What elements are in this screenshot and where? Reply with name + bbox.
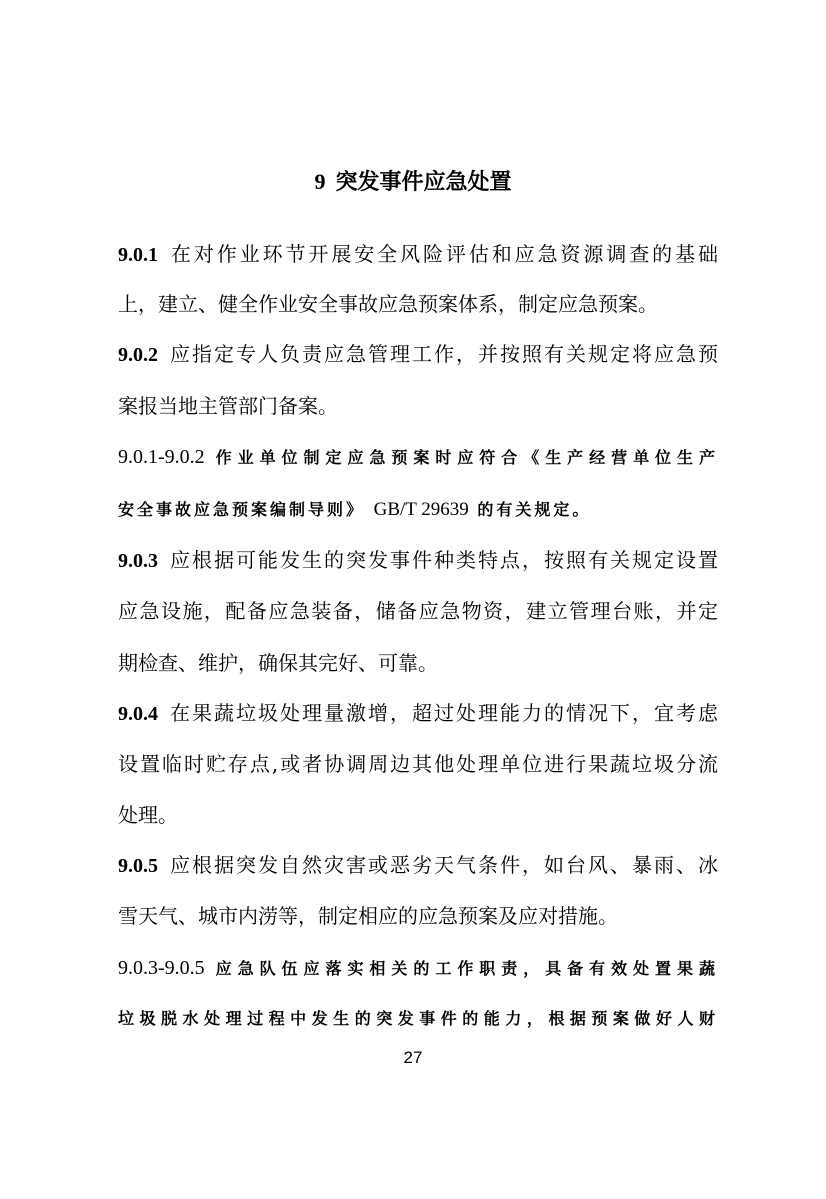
clause-text: 在对作业环节开展安全风险评估和应急资源调查的基础	[168, 242, 718, 266]
explanation-9-0-3-9-0-5-line-2: 垃圾脱水处理过程中发生的突发事件的能力，根据预案做好人财	[118, 1009, 718, 1028]
section-number: 9	[314, 169, 326, 194]
explanation-text: 作业单位制定应急预案时应符合《生产经营单位生产	[212, 448, 718, 467]
explanation-9-0-1-9-0-2-line-2	[118, 494, 718, 524]
explanation-text-part-1: 安全事故应急预案编制导则》	[118, 500, 366, 519]
clause-text: 应指定专人负责应急管理工作，并按照有关规定将应急预	[168, 342, 718, 366]
clause-9-0-5-line-2: 雪天气、城市内涝等，制定相应的应急预案及应对措施。	[118, 904, 618, 928]
clause-number: 9.0.3	[118, 550, 158, 572]
explanation-9-0-3-9-0-5-line-1	[118, 953, 718, 983]
explanation-text	[118, 500, 591, 519]
section-title: 突发事件应急处置	[335, 170, 512, 195]
clause-9-0-1-line-2: 上，建立、健全作业安全事故应急预案体系，制定应急预案。	[118, 292, 658, 316]
standard-code: GB/T 29639	[373, 499, 469, 520]
clause-9-0-3-line-3: 期检查、维护，确保其完好、可靠。	[118, 651, 438, 675]
clause-text: 应根据可能发生的突发事件种类特点，按照有关规定设置	[168, 548, 718, 572]
clause-number: 9.0.1	[118, 244, 158, 266]
clause-9-0-5-line-1	[118, 851, 718, 880]
clause-9-0-2-line-2: 案报当地主管部门备案。	[118, 394, 338, 418]
clause-number: 9.0.2	[118, 344, 158, 366]
clause-9-0-3-line-2: 应急设施，配备应急装备，储备应急物资，建立管理台账，并定	[118, 599, 718, 623]
clause-text: 在果蔬垃圾处理量激增，超过处理能力的情况下，宜考虑	[168, 701, 718, 725]
explanation-text: 应急队伍应落实相关的工作职责，具备有效处置果蔬	[212, 959, 718, 978]
section-heading	[0, 166, 826, 199]
explanation-text-part-2: 的有关规定。	[477, 500, 592, 519]
clause-9-0-4-line-1	[118, 699, 718, 728]
clause-9-0-4-line-3: 处理。	[118, 803, 178, 827]
explanation-clause-range: 9.0.1-9.0.2	[118, 446, 205, 468]
clause-9-0-1-line-1	[118, 240, 718, 269]
explanation-9-0-1-9-0-2-line-1	[118, 442, 718, 472]
clause-9-0-4-line-2: 设置临时贮存点,或者协调周边其他处理单位进行果蔬垃圾分流	[118, 752, 718, 776]
explanation-clause-range: 9.0.3-9.0.5	[118, 957, 205, 979]
clause-number: 9.0.5	[118, 855, 158, 877]
clause-text: 应根据突发自然灾害或恶劣天气条件，如台风、暴雨、冰	[168, 853, 718, 877]
clause-9-0-3-line-1	[118, 546, 718, 575]
clause-number: 9.0.4	[118, 703, 158, 725]
page-number: 27	[403, 1048, 423, 1067]
clause-9-0-2-line-1	[118, 340, 718, 369]
